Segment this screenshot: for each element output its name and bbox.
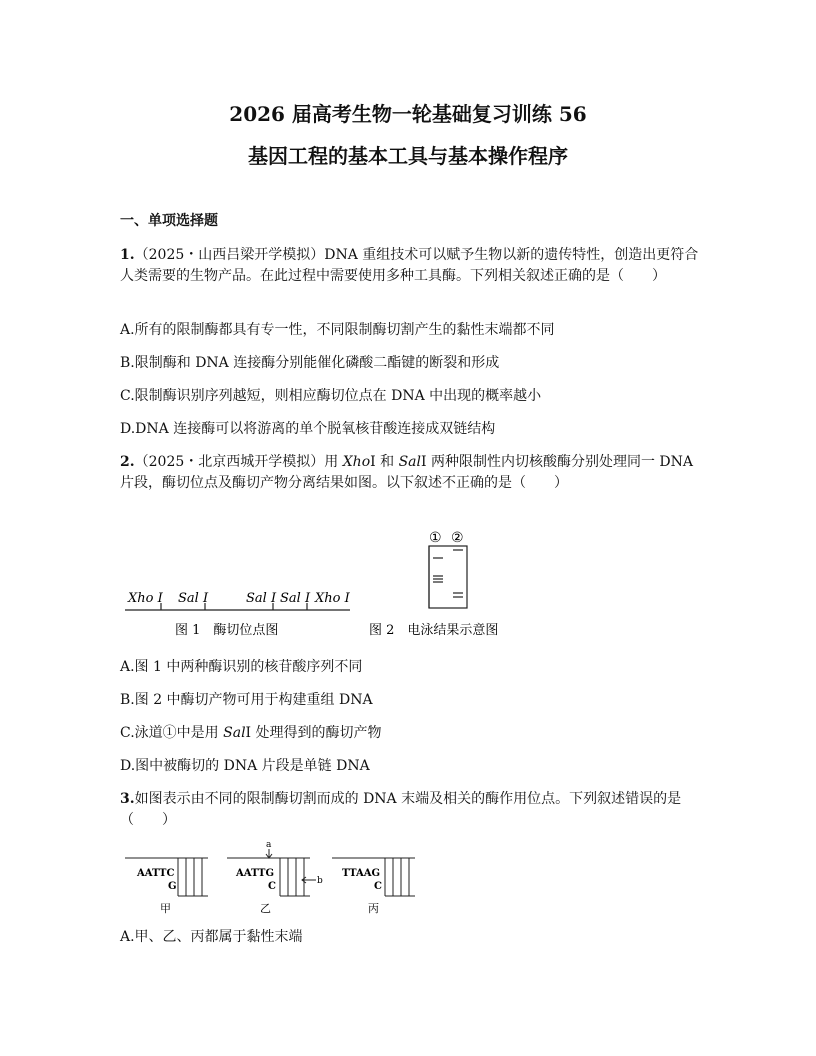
- figure-3-dna-ends: [120, 838, 420, 920]
- site-a-label: a: [266, 840, 272, 850]
- label-yi: 乙: [260, 902, 271, 915]
- svg-text:G: G: [168, 881, 177, 892]
- question-number: 3.: [120, 791, 135, 807]
- figure-2-caption: 图 2 电泳结果示意图: [369, 623, 499, 638]
- lane-1-label: ①: [429, 530, 442, 546]
- gel-box: [429, 546, 467, 608]
- enzyme-sal: Sal: [223, 725, 246, 741]
- q2-option-c: C.泳道①中是用 SalⅠ 处理得到的酶切产物: [120, 725, 382, 741]
- label-jia: 甲: [160, 902, 171, 915]
- seq-bing: TTAAG: [342, 868, 381, 879]
- question-number: 2.: [120, 454, 135, 470]
- site-label-sal-3: Sal Ⅰ: [280, 591, 311, 606]
- question-text: 如图表示由不同的限制酶切割而成的 DNA 末端及相关的酶作用位点。下列叙述错误的是（ ）: [120, 791, 682, 828]
- figure-1-restriction-map: [120, 580, 370, 645]
- q2-option-a: A.图 1 中两种酶识别的核苷酸序列不同: [120, 659, 363, 675]
- svg-text:C: C: [374, 881, 382, 892]
- enzyme-sal: Sal: [398, 454, 421, 470]
- question-number: 1.: [120, 247, 135, 263]
- q1-option-c: C.限制酶识别序列越短，则相应酶切位点在 DNA 中出现的概率越小: [120, 388, 542, 404]
- q1-option-d: D.DNA 连接酶可以将游离的单个脱氧核苷酸连接成双链结构: [120, 421, 496, 437]
- end-jia: [125, 858, 208, 915]
- lane-2-label: ②: [451, 530, 464, 546]
- q1-option-a: A.所有的限制酶都具有专一性，不同限制酶切割产生的黏性末端都不同: [120, 322, 555, 338]
- site-label-xho-1: Xho Ⅰ: [128, 591, 163, 606]
- end-bing: [332, 858, 415, 915]
- question-1: [120, 245, 700, 287]
- q1-option-b: B.限制酶和 DNA 连接酶分别能催化磷酸二酯键的断裂和形成: [120, 355, 500, 371]
- site-label-sal-2: Sal Ⅰ: [246, 591, 277, 606]
- doc-title: 2026 届高考生物一轮基础复习训练 56: [229, 102, 587, 126]
- site-label-sal-1: Sal Ⅰ: [178, 591, 209, 606]
- site-b-label: b: [317, 876, 323, 886]
- question-3: [120, 789, 700, 831]
- section-heading: 一、单项选择题: [120, 213, 218, 229]
- q2-option-b: B.图 2 中酶切产物可用于构建重组 DNA: [120, 692, 373, 708]
- seq-yi: AATTG: [236, 868, 275, 879]
- figure-2-electrophoresis: [365, 526, 545, 644]
- question-2: 2.（2025・北京西城开学模拟）用 XhoⅠ 和 SalⅠ 两种限制性内切核酸酶分别处理同一 DNA 片段，酶切位点及酶切产物分离结果如图。以下叙述不正确的是（ ）: [120, 454, 694, 491]
- q2-option-d: D.图中被酶切的 DNA 片段是单链 DNA: [120, 758, 370, 774]
- figure-1-caption: 图 1 酶切位点图: [175, 623, 279, 638]
- doc-subtitle: 基因工程的基本工具与基本操作程序: [248, 144, 568, 168]
- enzyme-xho: Xho: [342, 454, 371, 470]
- label-bing: 丙: [368, 902, 379, 915]
- q3-option-a: A.甲、乙、丙都属于黏性末端: [120, 929, 303, 945]
- seq-jia: AATTC: [137, 868, 175, 879]
- question-text: （2025・山西吕梁开学模拟）DNA 重组技术可以赋予生物以新的遗传特性，创造出更符合人类需要的生物产品。在此过程中需要使用多种工具酶。下列相关叙述正确的是（ ）: [120, 247, 699, 284]
- svg-text:C: C: [268, 881, 276, 892]
- end-yi: [227, 840, 323, 915]
- site-label-xho-2: Xho Ⅰ: [315, 591, 350, 606]
